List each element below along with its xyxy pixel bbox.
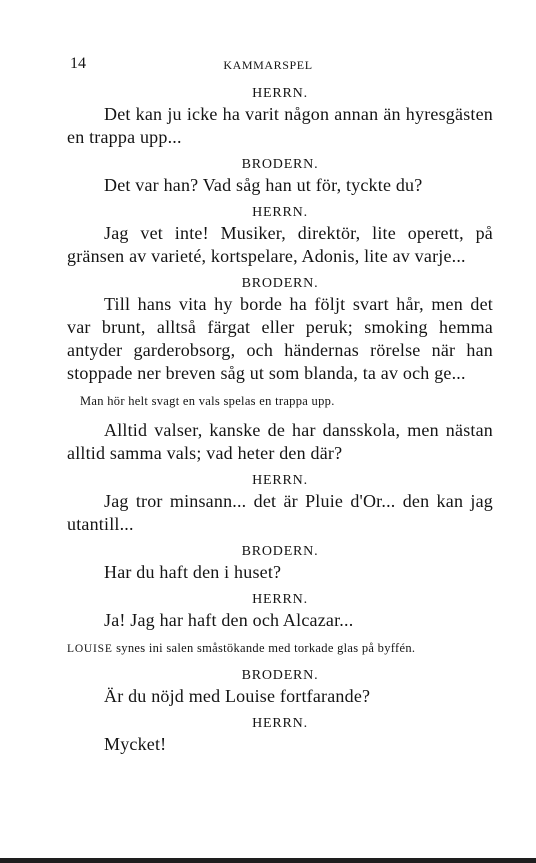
dialogue-line: Alltid valser, kanske de har dansskola, men nästan alltid samma vals; vad heter den där? xyxy=(67,420,493,463)
speaker-name: HERRN. xyxy=(252,205,308,220)
page-number: 14 xyxy=(70,55,86,72)
dialogue-line: Ja! Jag har haft den och Alcazar... xyxy=(104,610,354,630)
play-text xyxy=(67,85,493,763)
dialogue-line: Det var han? Vad såg han ut för, tyckte du? xyxy=(104,175,423,195)
page-header xyxy=(0,55,536,77)
dialogue-line: Till hans vita hy borde ha följt svart hår, men det var brunt, alltså färgat eller peruk; smoking hemma antyder garderobsorg, och händernas rörelse när han stoppade ner breven såg ut som blanda, ta av och ge... xyxy=(67,294,493,383)
scan-edge xyxy=(0,858,536,863)
stage-direction: Man hör helt svagt en vals spelas en trappa upp. xyxy=(80,394,335,408)
speaker-name: BRODERN. xyxy=(241,668,319,683)
dialogue-line: Jag tror minsann... det är Pluie d'Or... den kan jag utantill... xyxy=(67,491,493,534)
speaker-name: HERRN. xyxy=(252,592,308,607)
stage-direction-text: synes ini salen småstökande med torkade glas på byffén. xyxy=(112,641,416,655)
dialogue-line: Är du nöjd med Louise fortfarande? xyxy=(104,686,371,706)
running-title: KAMMARSPEL xyxy=(223,58,313,72)
character-name-caps: LOUISE xyxy=(67,643,113,655)
speaker-name: BRODERN. xyxy=(241,276,319,291)
stage-direction xyxy=(67,639,493,658)
dialogue-line: Mycket! xyxy=(104,734,167,754)
speaker-name: HERRN. xyxy=(252,716,308,731)
dialogue-line: Jag vet inte! Musiker, direktör, lite operett, på gränsen av varieté, kortspelare, Adonis, lite av varje... xyxy=(67,223,493,266)
dialogue-line: Har du haft den i huset? xyxy=(104,562,282,582)
speaker-name: BRODERN. xyxy=(241,157,319,172)
speaker-name: BRODERN. xyxy=(241,544,319,559)
speaker-name: HERRN. xyxy=(252,473,308,488)
speaker-name: HERRN. xyxy=(252,86,308,101)
dialogue-line: Det kan ju icke ha varit någon annan än hyresgästen en trappa upp... xyxy=(67,104,493,147)
